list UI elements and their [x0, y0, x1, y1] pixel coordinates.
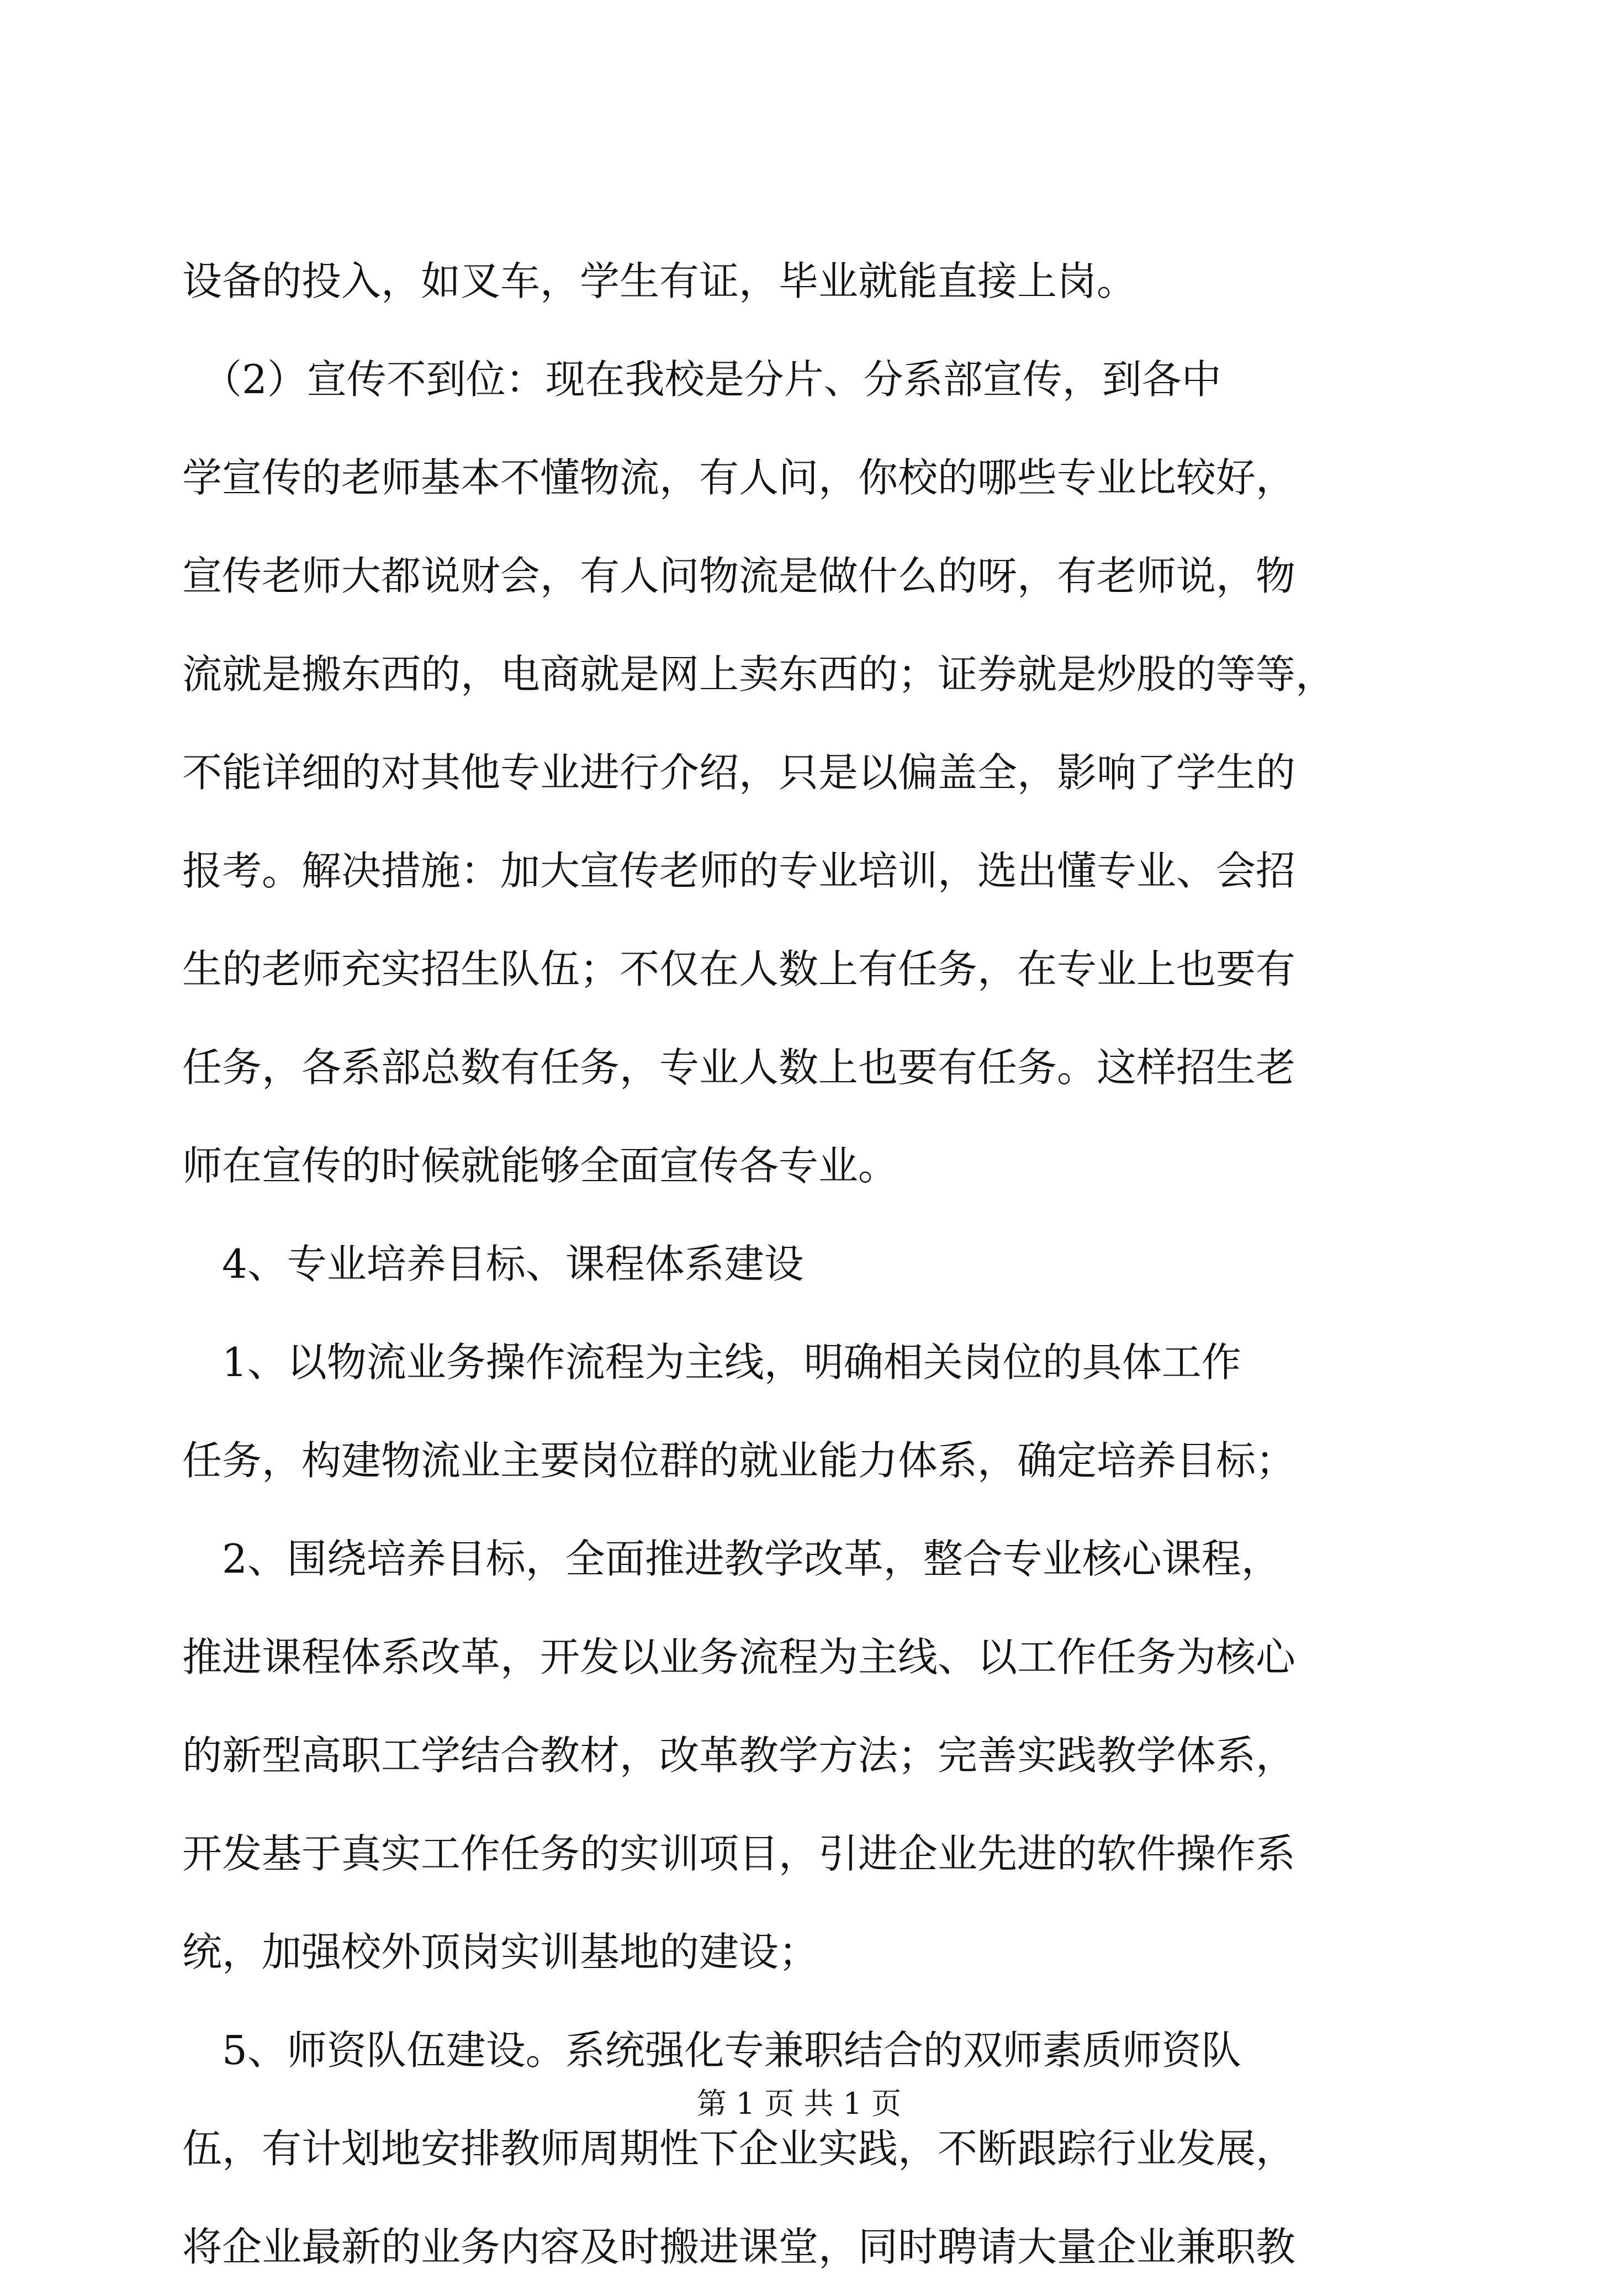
- text-line: 开发基于真实工作任务的实训项目，引进企业先进的软件操作系: [182, 1831, 1296, 1877]
- text-line: 不能详细的对其他专业进行介绍，只是以偏盖全，影响了学生的: [182, 749, 1296, 796]
- text-line: 学宣传的老师基本不懂物流，有人问，你校的哪些专业比较好，: [182, 454, 1296, 501]
- text-line: 4、专业培养目标、课程体系建设: [182, 1241, 804, 1287]
- text-line: 流就是搬东西的，电商就是网上卖东西的；证券就是炒股的等等，: [182, 651, 1336, 697]
- text-line: 伍，有计划地安排教师周期性下企业实践，不断跟踪行业发展，: [182, 2125, 1296, 2172]
- text-line: 设备的投入，如叉车，学生有证，毕业就能直接上岗。: [182, 258, 1137, 304]
- text-line: 统，加强校外顶岗实训基地的建设；: [182, 1929, 819, 1975]
- text-line: 宣传老师大都说财会，有人问物流是做什么的呀，有老师说，物: [182, 553, 1296, 599]
- document-body: [182, 232, 1419, 2296]
- text-line: 生的老师充实招生队伍；不仅在人数上有任务，在专业上也要有: [182, 946, 1296, 992]
- text-line: 的新型高职工学结合教材，改革教学方法；完善实践教学体系，: [182, 1732, 1296, 1779]
- text-line: 将企业最新的业务内容及时搬进课堂，同时聘请大量企业兼职教: [182, 2224, 1296, 2270]
- text-line: 任务，各系部总数有任务，专业人数上也要有任务。这样招生老: [182, 1044, 1296, 1091]
- text-line: 2、围绕培养目标，全面推进教学改革，整合专业核心课程，: [182, 1536, 1281, 1582]
- text-line: 1、以物流业务操作流程为主线，明确相关岗位的具体工作: [182, 1339, 1241, 1385]
- text-line: 报考。解决措施：加大宣传老师的专业培训，选出懂专业、会招: [182, 848, 1296, 894]
- text-line: 任务，构建物流业主要岗位群的就业能力体系，确定培养目标；: [182, 1437, 1296, 1484]
- text-line: 推进课程体系改革，开发以业务流程为主线、以工作任务为核心: [182, 1634, 1296, 1680]
- text-line: （2）宣传不到位：现在我校是分片、分系部宣传，到各中: [182, 356, 1221, 403]
- page-footer: 第 1 页 共 1 页: [696, 2086, 902, 2121]
- text-line: 5、师资队伍建设。系统强化专兼职结合的双师素质师资队: [182, 2027, 1241, 2073]
- text-line: 师在宣传的时候就能够全面宣传各专业。: [182, 1142, 898, 1189]
